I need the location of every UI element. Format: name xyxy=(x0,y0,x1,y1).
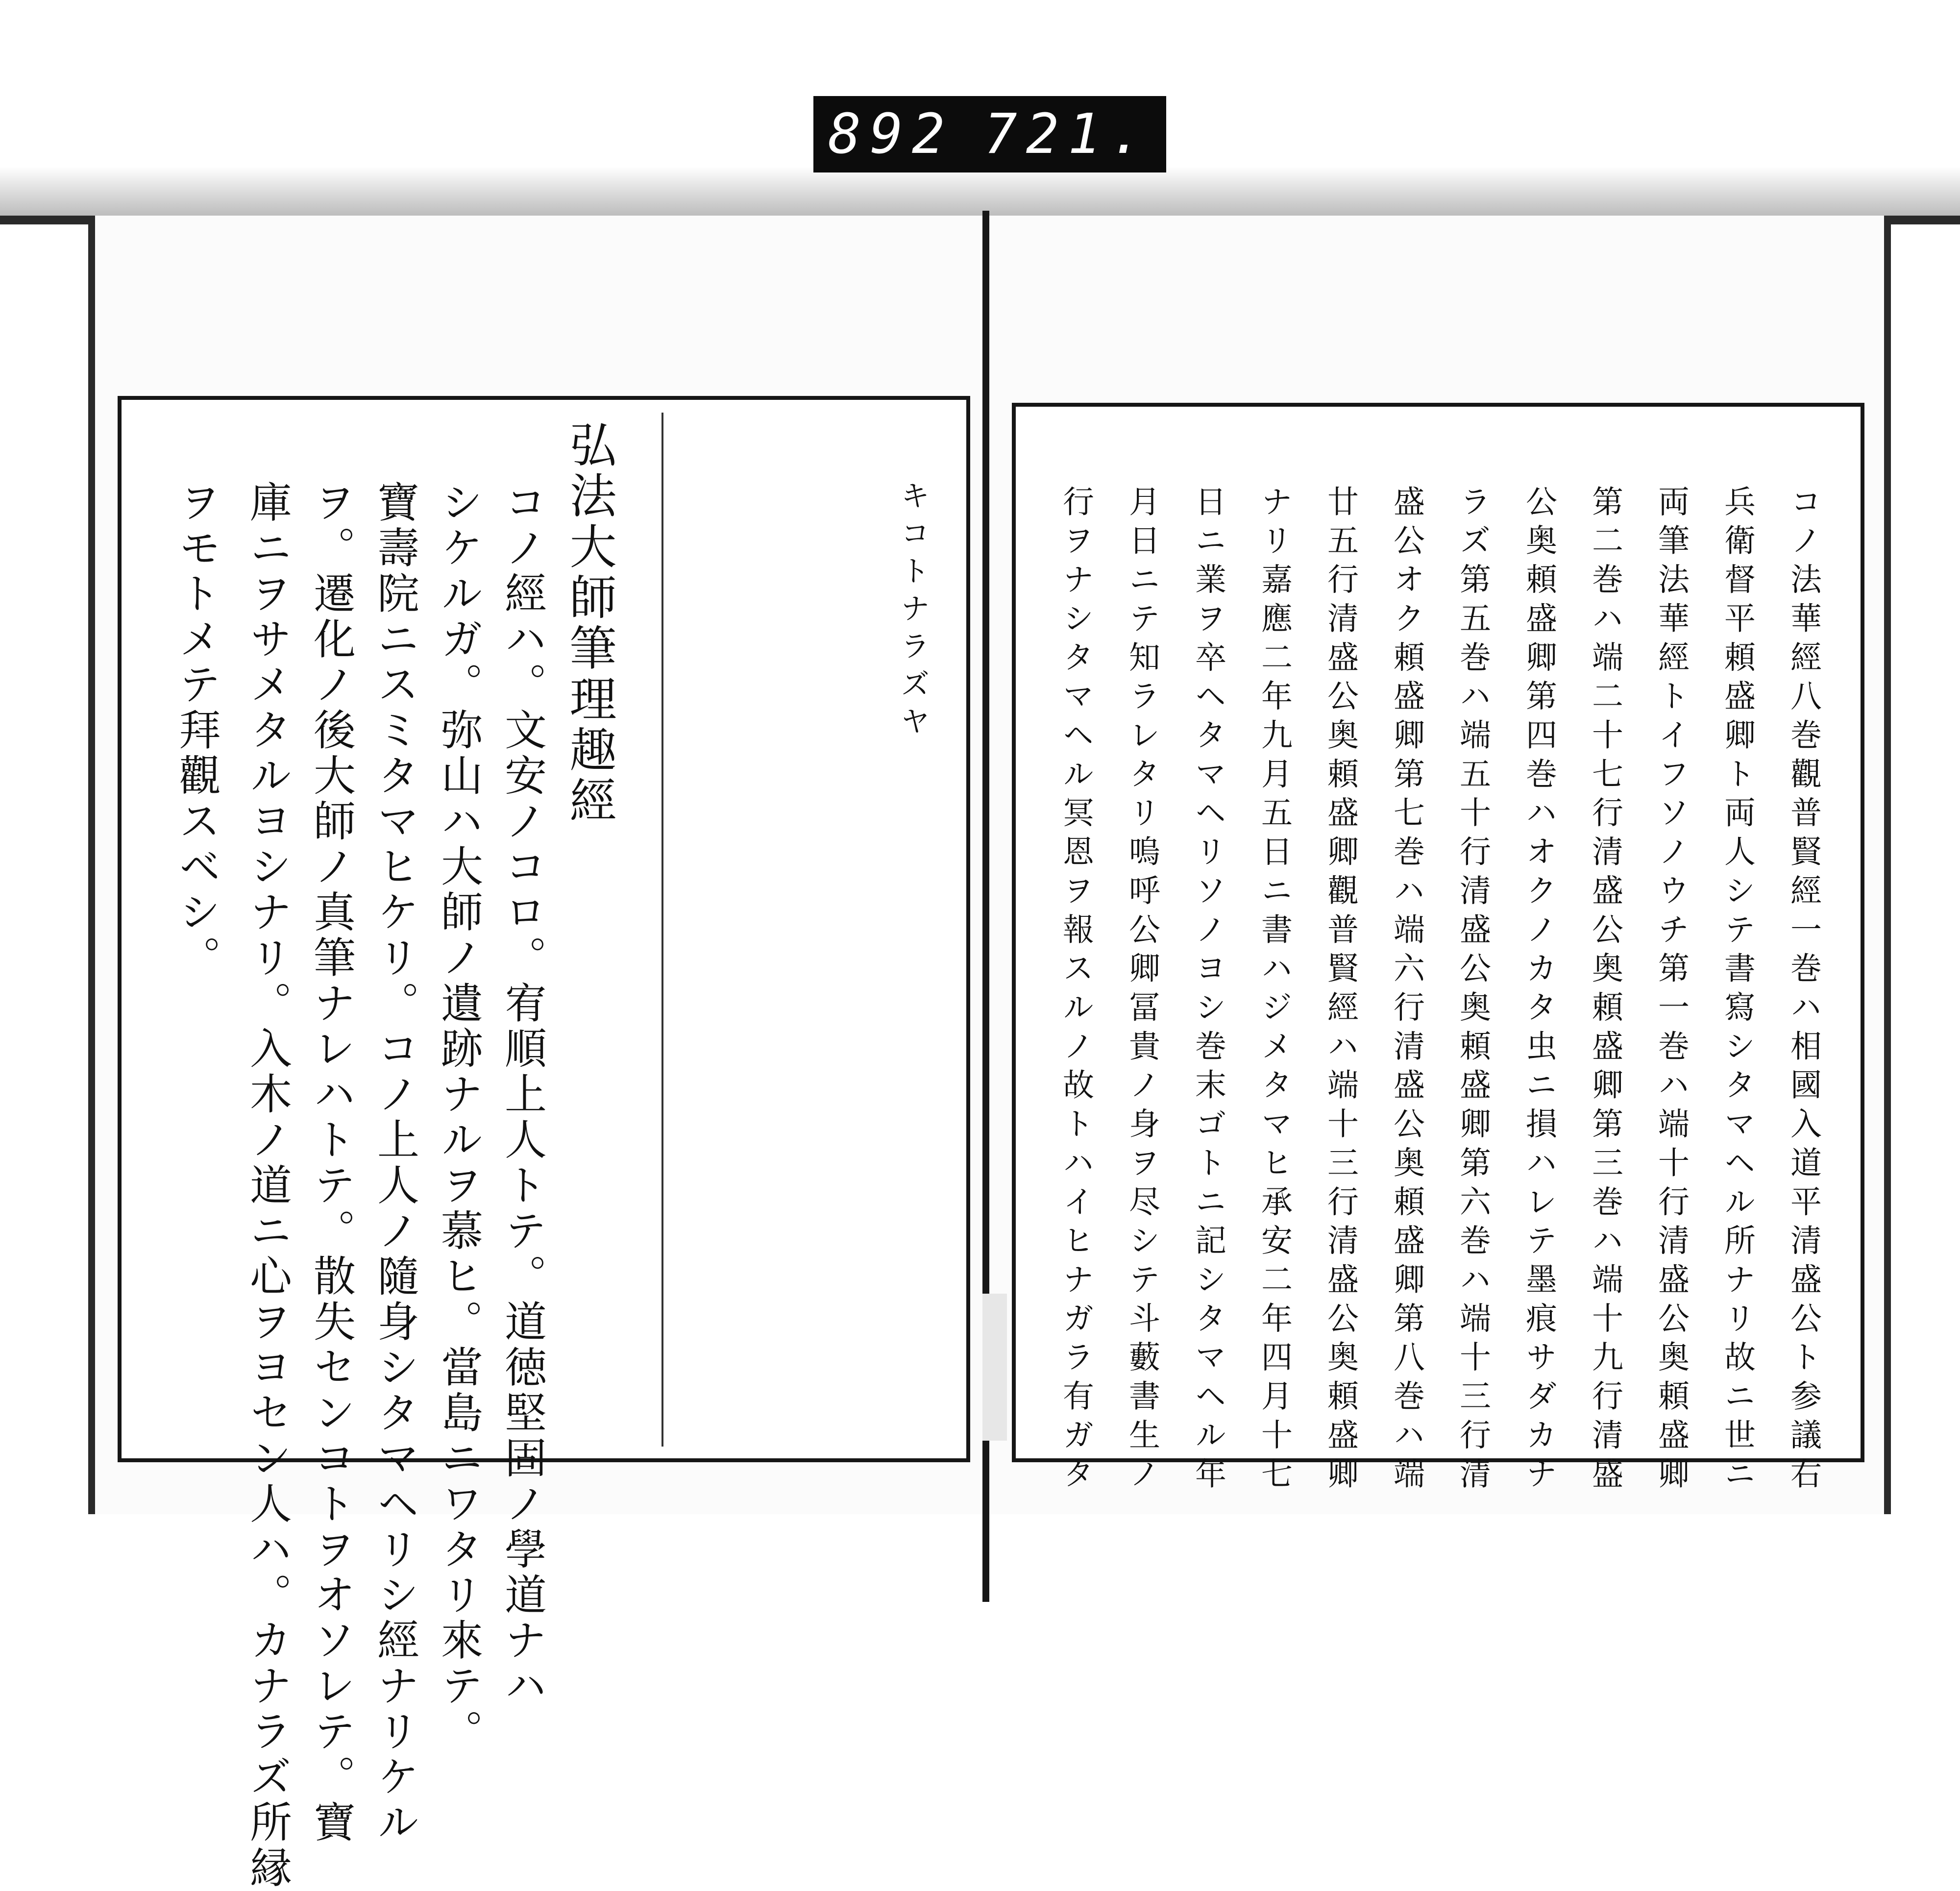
left-column-rule xyxy=(662,413,663,1447)
right-text-line: コノ法華經八巻觀普賢經一巻ハ相國入道平清盛公ト参議右 xyxy=(1785,485,1821,1497)
left-text-line: コノ經ハ。文安ノコロ。宥順上人トテ。道徳堅固ノ學道ナハ xyxy=(497,480,546,1709)
folio-strip xyxy=(982,1294,1007,1441)
right-text-line: ナリ嘉應二年九月五日ニ書ハジメタマヒ承安二年四月十七 xyxy=(1256,485,1292,1497)
right-text-line: 両筆法華經トイフソノウチ第一巻ハ端十行清盛公奥頼盛卿 xyxy=(1653,485,1689,1497)
left-text-line: 寶壽院ニスミタマヒケリ。コノ上人ノ隨身シタマヘリシ經ナリケル xyxy=(370,480,419,1846)
left-text-line: ヲモトメテ拜觀スベシ。 xyxy=(172,480,220,981)
left-text-line: 庫ニヲサメタルヨシナリ。入木ノ道ニ心ヲヨセン人ハ。カナラズ所縁 xyxy=(243,480,292,1891)
right-text-line: ラズ第五巻ハ端五十行清盛公奥頼盛卿第六巻ハ端十三行清 xyxy=(1454,485,1491,1497)
right-text-line: 兵衛督平頼盛卿ト両人シテ書寫シタマヘル所ナリ故ニ世ニ xyxy=(1719,485,1755,1497)
kana-line: キコトナラズヤ xyxy=(896,480,930,744)
catalog-number-right: 721. xyxy=(984,102,1152,166)
left-book-edge xyxy=(0,216,88,1508)
left-page-title: 弘法大師筆理趣經 xyxy=(562,420,617,827)
right-text-line: 月日ニテ知ラレタリ嗚呼公卿冨貴ノ身ヲ尽シテ斗藪書生ノ xyxy=(1124,485,1160,1497)
catalog-number-left: 892 xyxy=(828,102,954,166)
right-book-edge xyxy=(1884,216,1960,1508)
right-text-line: 第二巻ハ端二十七行清盛公奥頼盛卿第三巻ハ端十九行清盛 xyxy=(1587,485,1623,1497)
left-text-line: ヲ。遷化ノ後大師ノ真筆ナレハトテ。散失センコトヲオソレテ。寶 xyxy=(306,480,355,1846)
right-text-line: 日ニ業ヲ卒ヘタマヘリソノヨシ巻末ゴトニ記シタマヘル年 xyxy=(1190,485,1226,1497)
right-text-line: 行ヲナシタマヘル冥恩ヲ報スルノ故トハイヒナガラ有ガタ xyxy=(1057,485,1094,1497)
catalog-number-label xyxy=(813,96,1166,172)
right-text-line: 廿五行清盛公奥頼盛卿觀普賢經ハ端十三行清盛公奥頼盛卿 xyxy=(1322,485,1358,1497)
right-text-line: 公奥頼盛卿第四巻ハオクノカタ虫ニ損ハレテ墨痕サダカナ xyxy=(1520,485,1557,1497)
right-text-line: 盛公オク頼盛卿第七巻ハ端六行清盛公奥頼盛卿第八巻ハ端 xyxy=(1388,485,1424,1497)
left-text-line: シケルガ。弥山ハ大師ノ遺跡ナルヲ慕ヒ。當島ニワタリ來テ。 xyxy=(434,480,483,1755)
